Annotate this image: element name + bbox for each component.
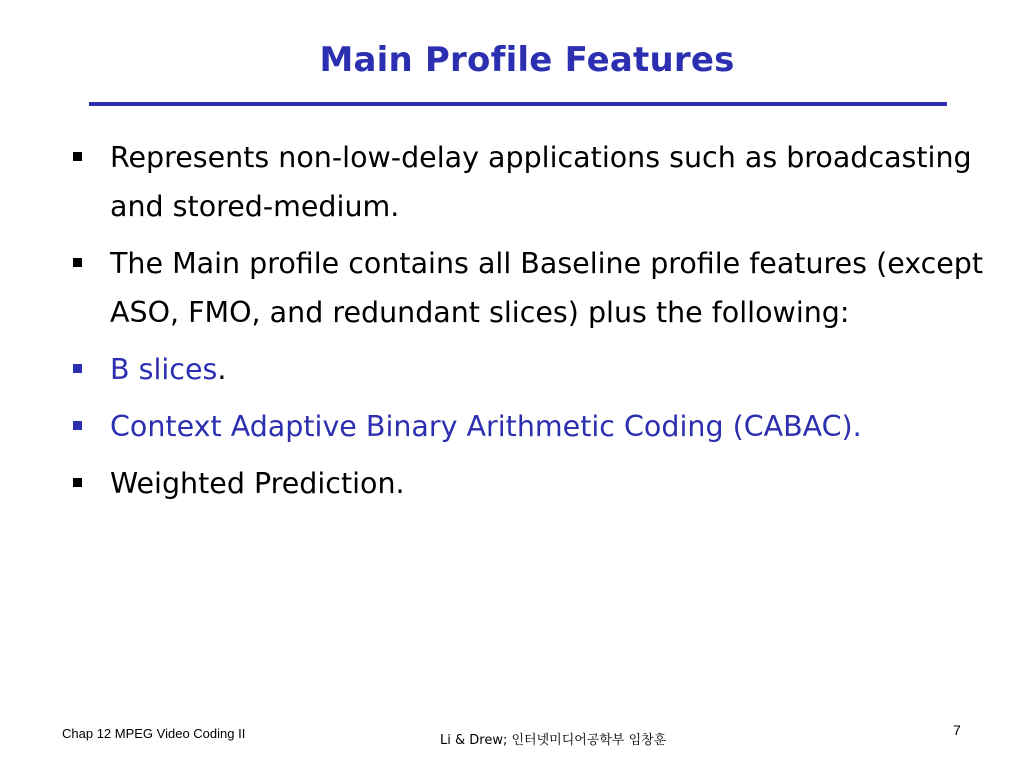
slide-title: Main Profile Features — [319, 40, 735, 80]
bullet-text: Represents non-low-delay applications such as broadcasting and stored-medium. — [110, 141, 972, 223]
bullet-text: Weighted Prediction. — [110, 467, 405, 500]
bullet-square-icon — [73, 258, 82, 267]
bullet-square-icon — [73, 421, 82, 430]
page-number: 7 — [953, 722, 961, 738]
bullet-text: The Main profile contains all Baseline profile features (except ASO, FMO, and redundant slices) plus the following: — [110, 247, 984, 329]
bullet-text: B slices — [110, 353, 218, 386]
bullet-item — [72, 459, 1002, 508]
footer-authors: Li & Drew; 인터넷미디어공학부 임창훈 — [440, 733, 667, 748]
footer-chapter: Chap 12 MPEG Video Coding II — [62, 726, 246, 741]
bullet-text: Context Adaptive Binary Arithmetic Coding (CABAC). — [110, 410, 862, 443]
bullet-item — [72, 133, 1002, 231]
title-underline — [89, 102, 947, 106]
bullet-square-icon — [73, 364, 82, 373]
bullet-item — [72, 239, 1002, 337]
bullet-suffix: . — [217, 353, 227, 386]
bullet-item — [72, 402, 1002, 451]
bullet-list — [72, 133, 1002, 516]
bullet-square-icon — [73, 478, 82, 487]
bullet-square-icon — [73, 152, 82, 161]
bullet-item — [72, 345, 1002, 394]
